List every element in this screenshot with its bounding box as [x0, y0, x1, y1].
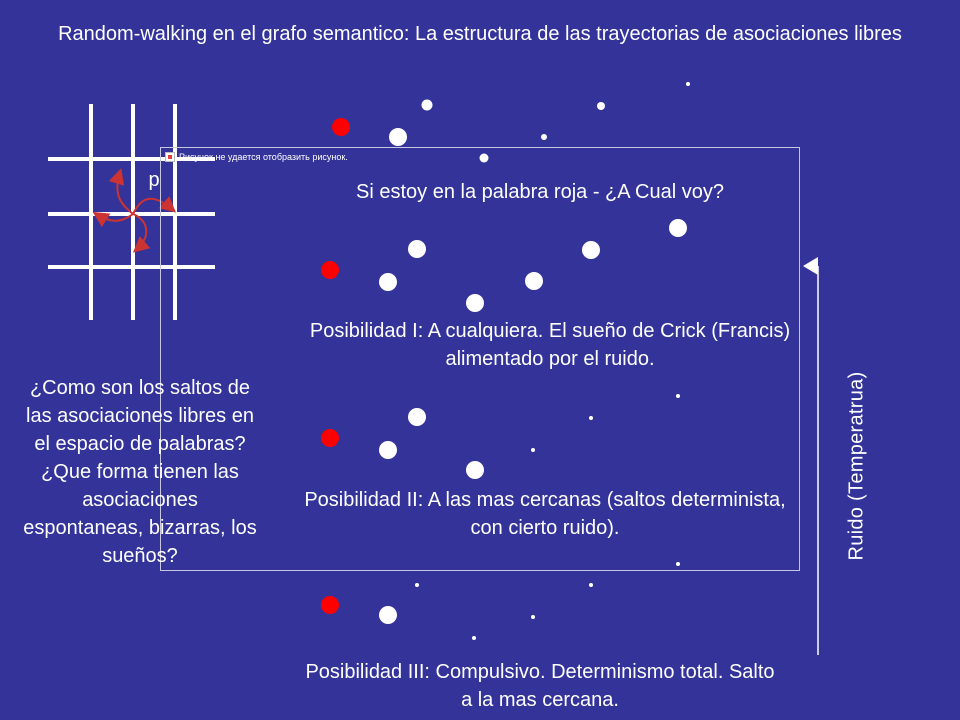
broken-image-icon	[165, 152, 175, 162]
slide-title: Random-walking en el grafo semantico: La estructura de las trayectorias de asociaciones libres	[58, 23, 902, 45]
word-node	[422, 100, 433, 111]
word-node	[589, 583, 593, 587]
grid-point-label: p	[148, 169, 160, 191]
word-node	[686, 82, 690, 86]
word-node	[597, 102, 605, 110]
possibility-2-text: Posibilidad II: A las mas cercanas (saltos determinista, con cierto ruido).	[304, 489, 786, 539]
possibility-1-text: Posibilidad I: A cualquiera. El sueño de Crick (Francis) alimentado por el ruido.	[309, 320, 791, 370]
broken-image-text: Рисунок не удается отобразить рисунок.	[179, 152, 348, 162]
free-association-question: ¿Como son los saltos de las asociaciones libres en el espacio de palabras? ¿Que forma tienen las asociaciones espontaneas, bizarras, los sueños?	[23, 377, 257, 567]
walk-arrow-up	[117, 172, 133, 214]
word-node	[472, 636, 476, 640]
noise-axis-label: Ruido (Temperatrua)	[845, 371, 868, 561]
word-node	[531, 615, 535, 619]
red-word-question: Si estoy en la palabra roja - ¿A Cual voy?	[356, 181, 724, 203]
possibility-3-text: Posibilidad III: Compulsivo. Determinismo total. Salto a la mas cercana.	[305, 661, 775, 711]
red-word-node	[332, 118, 350, 136]
node-group-possibility-3	[321, 562, 680, 640]
word-node	[415, 583, 419, 587]
red-word-node	[321, 596, 339, 614]
word-node	[389, 128, 407, 146]
word-node	[541, 134, 547, 140]
word-node	[379, 606, 397, 624]
